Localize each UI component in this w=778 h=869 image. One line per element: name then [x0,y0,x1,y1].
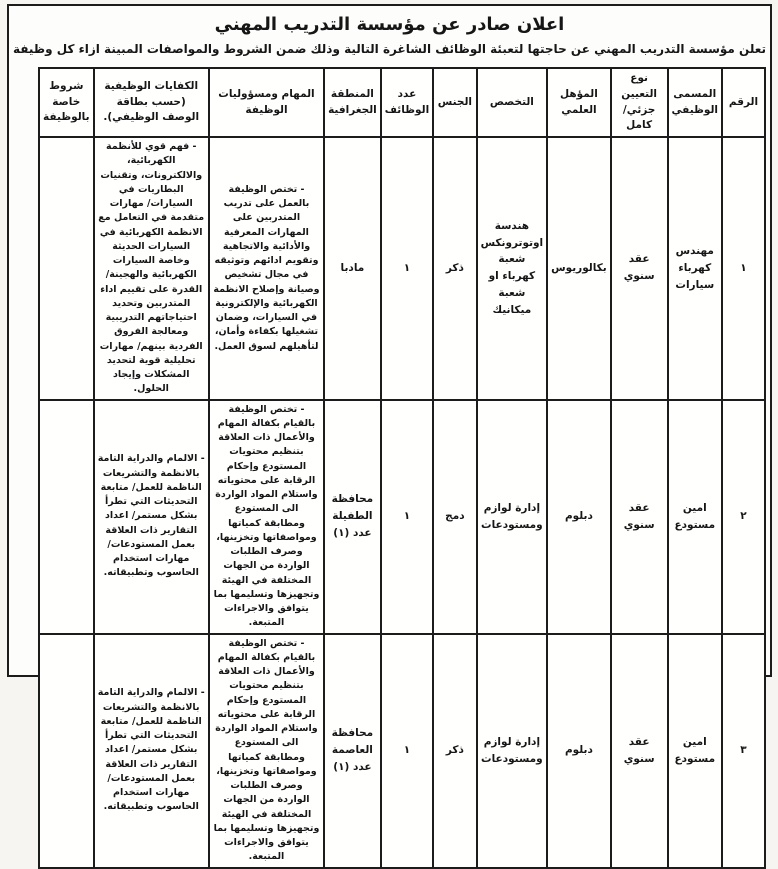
cell-appointment-type: عقد سنوي [611,400,668,634]
announcement-header [9,6,770,56]
cell-special-conditions [39,634,94,868]
cell-duties: - تختص الوظيفة بالعمل على تدريب المتدربين على المهارات المعرفية والأدائية والاتجاهية وتقويم ادائهم وتوثيقه في مجال تشخيص وصيانة وإصلاح الانظمة الكهربائية والإلكترونية في السيارات، وضمان تشغيلها بكفاءة وأمان، لتأهيلهم لسوق العمل. [209,137,324,400]
cell-number: ٣ [722,634,765,868]
cell-job-title: مهندس كهرباء سيارات [668,137,722,400]
vacancies-table [38,67,766,869]
col-header-number: الرقم [722,68,765,137]
cell-qualification: دبلوم [547,400,611,634]
cell-gender: ذكر [433,634,476,868]
col-header-region: المنطقة الجغرافية [324,68,381,137]
cell-region: محافظة الطفيلة عدد (١) [324,400,381,634]
col-header-specialization: التخصص [477,68,548,137]
col-header-competencies: الكفايات الوظيفية (حسب بطاقة الوصف الوظيفي). [94,68,209,137]
announcement-frame [7,4,772,863]
cell-job-title: امين مستودع [668,400,722,634]
col-header-vacancies: عدد الوظائف [381,68,433,137]
table-row [39,137,765,400]
cell-vacancies: ١ [381,634,433,868]
cell-number: ٢ [722,400,765,634]
cell-vacancies: ١ [381,137,433,400]
col-header-appointment-type: نوع التعيين جزئي/ كامل [611,68,668,137]
cell-region: محافظة العاصمة عدد (١) [324,634,381,868]
cell-competencies: - الالمام والدراية التامة بالانظمة والتشريعات الناظمة للعمل/ متابعة التحديثات التي تطرأ بشكل مستمر/ اعداد التقارير ذات العلاقة بعمل المستودعات/ مهارات استخدام الحاسوب وتطبيقاته. [94,634,209,868]
cell-duties: - تختص الوظيفة بالقيام بكفالة المهام والأعمال ذات العلاقة بتنظيم محتويات المستودع وإحكام الرقابة على محتوياته واستلام المواد الواردة الى المستودع ومطابقة كمياتها ومواصفاتها وتخزينها، وصرف الطلبات الواردة من الجهات المختلفة في الهيئة وتجهيزها وتسليمها بما يتوافق والاجراءات المتبعة. [209,634,324,868]
table-header-row [39,68,765,137]
col-header-qualification: المؤهل العلمي [547,68,611,137]
cell-appointment-type: عقد سنوي [611,634,668,868]
cell-qualification: بكالوريوس [547,137,611,400]
cell-specialization: هندسة اوتوترونكس شعبة كهرباء او شعبة ميكانيك [477,137,548,400]
table-row [39,634,765,868]
cell-job-title: امين مستودع [668,634,722,868]
page-title: اعلان صادر عن مؤسسة التدريب المهني [214,14,565,35]
cell-competencies: - فهم قوي للأنظمة الكهربائية، والالكترونات، وتقنيات البطاريات في السيارات/ مهارات متقدمة في التعامل مع الانظمة الكهربائية في السيارات الحديثة وخاصة السيارات الكهربائية والهجينة/ القدرة على تقييم اداء المتدربين وتحديد احتياجاتهم التدريبية ومعالجة الفروق الفردية بينهم/ مهارات تحليلية قوية لتحديد المشكلات وإيجاد الحلول. [94,137,209,400]
cell-specialization: إدارة لوازم ومستودعات [477,634,548,868]
cell-special-conditions [39,137,94,400]
cell-gender: ذكر [433,137,476,400]
col-header-job-title: المسمى الوظيفي [668,68,722,137]
col-header-duties: المهام ومسؤوليات الوظيفة [209,68,324,137]
cell-specialization: إدارة لوازم ومستودعات [477,400,548,634]
cell-region: مادبا [324,137,381,400]
cell-competencies: - الالمام والدراية التامة بالانظمة والتشريعات الناظمة للعمل/ متابعة التحديثات التي تطرأ بشكل مستمر/ اعداد التقارير ذات العلاقة بعمل المستودعات/ مهارات استخدام الحاسوب وتطبيقاته. [94,400,209,634]
cell-qualification: دبلوم [547,634,611,868]
page-subtitle: تعلن مؤسسة التدريب المهني عن حاجتها لتعبئة الوظائف الشاغرة التالية وذلك ضمن الشروط والمواصفات المبينة ازاء كل وظيفة [12,42,767,57]
table-row [39,400,765,634]
cell-duties: - تختص الوظيفة بالقيام بكفالة المهام والأعمال ذات العلاقة بتنظيم محتويات المستودع وإحكام الرقابة على محتوياته واستلام المواد الواردة الى المستودع ومطابقة كمياتها ومواصفاتها وتخزينها، وصرف الطلبات الواردة من الجهات المختلفة في الهيئة وتجهيزها وتسليمها بما يتوافق والاجراءات المتبعة. [209,400,324,634]
cell-number: ١ [722,137,765,400]
col-header-gender: الجنس [433,68,476,137]
col-header-special-conditions: شروط خاصة بالوظيفة [39,68,94,137]
cell-special-conditions [39,400,94,634]
cell-appointment-type: عقد سنوي [611,137,668,400]
cell-gender: دمج [433,400,476,634]
cell-vacancies: ١ [381,400,433,634]
